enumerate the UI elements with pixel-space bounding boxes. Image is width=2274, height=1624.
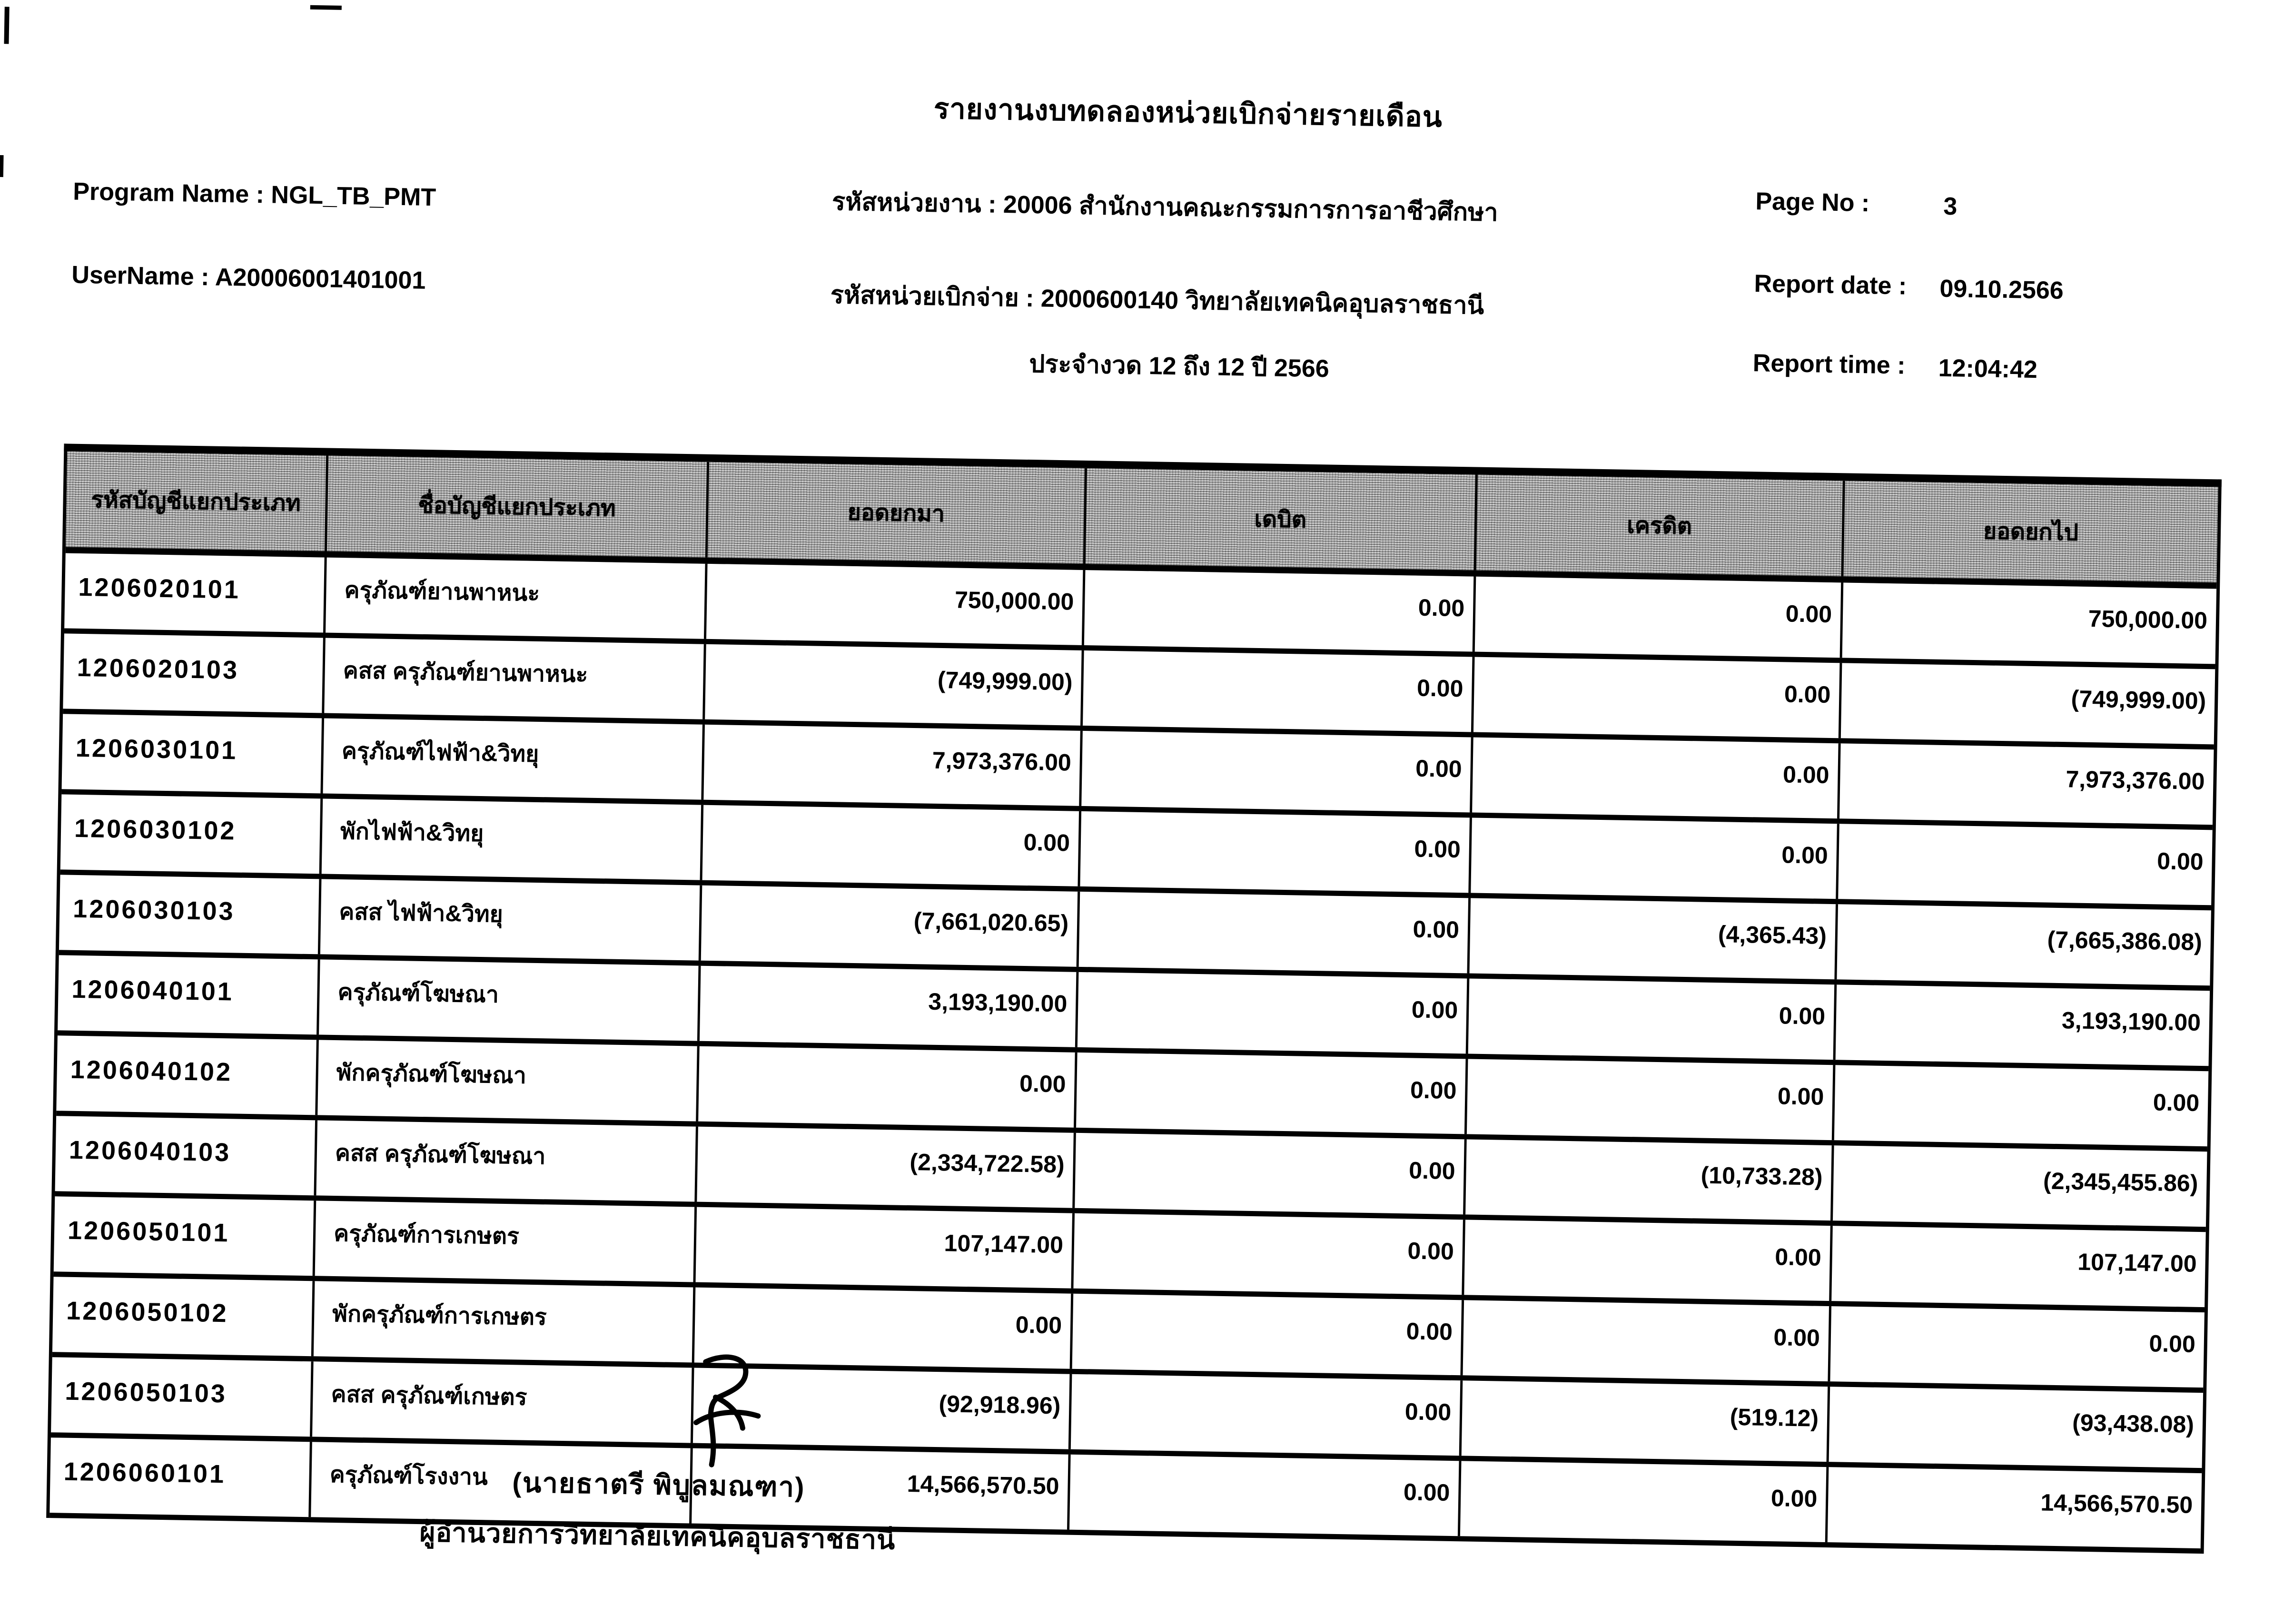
cell-account-code: 1206020101 [64,553,327,632]
cell-credit: 0.00 [1467,1059,1836,1140]
username-label: UserName : [71,261,209,291]
program-name-value: NGL_TB_PMT [270,181,436,212]
signature-handwriting [686,1351,773,1471]
cell-balance-forward: 107,147.00 [696,1207,1075,1289]
cell-debit: 0.00 [1081,731,1473,813]
period-line: ประจำงวด 12 ถึง 12 ปี 2566 [1028,350,1330,383]
cell-account-code: 1206020103 [63,633,326,713]
signer-position: ผู้อำนวยการวิทยาลัยเทคนิคอุบลราชธานี [419,1517,896,1555]
disbursement-unit-label: รหัสหน่วยเบิกจ่าย : [830,281,1034,313]
cell-balance-carried: (749,999.00) [2071,685,2206,715]
cell-balance-carried: 3,193,190.00 [2061,1007,2201,1036]
cell-account-code: 1206040102 [56,1035,319,1115]
username-line [71,261,426,295]
cell-debit: 0.00 [1080,811,1472,893]
agency-line [832,181,1499,232]
scan-artifact [4,7,9,44]
cell-credit: 0.00 [1472,738,1841,819]
cell-credit: 0.00 [1473,657,1842,738]
cell-balance-forward: (749,999.00) [705,644,1084,726]
cell-account-code: 1206040103 [55,1116,318,1195]
page-no-value: 3 [1943,192,1958,221]
cell-account-code: 1206050102 [52,1277,315,1356]
cell-account-name: พักครุภัณฑ์โฆษณา [317,1040,700,1121]
program-name-line [73,177,436,212]
column-header-account-name: ชื่อบัญชีแยกประเภท [327,456,709,558]
cell-account-code: 1206040101 [58,955,320,1034]
disbursement-unit-value: 2000600140 วิทยาลัยเทคนิคอุบลราชธานี [1040,285,1484,320]
cell-debit: 0.00 [1072,1294,1464,1376]
cell-balance-forward: (7,661,020.65) [701,886,1080,967]
cell-account-name: คสส ครุภัณฑ์เกษตร [312,1361,694,1443]
cell-balance-carried: 0.00 [2149,1330,2196,1358]
page-no-label: Page No : [1755,187,1870,217]
cell-account-name: ครุภัณฑ์ไฟฟ้า&วิทยุ [323,718,705,799]
scan-artifact [0,155,4,177]
cell-balance-carried: 0.00 [2153,1089,2200,1116]
cell-account-name: พักไฟฟ้า&วิทยุ [322,798,704,880]
cell-debit: 0.00 [1075,1133,1467,1215]
cell-credit: 0.00 [1463,1300,1832,1381]
scan-artifact [310,5,342,10]
cell-credit: 0.00 [1460,1461,1829,1542]
page-title: รายงานงบทดลองหน่วยเบิกจ่ายรายเดือน [933,92,1443,133]
report-time-label: Report time : [1752,349,1906,380]
report-time-value: 12:04:42 [1938,354,2038,384]
cell-account-code: 1206050103 [51,1357,314,1437]
cell-debit: 0.00 [1073,1213,1465,1295]
cell-credit: 0.00 [1464,1220,1833,1301]
cell-balance-carried: (2,345,455.86) [2043,1167,2198,1197]
cell-balance-carried: 0.00 [2156,847,2204,876]
cell-credit: (10,733.28) [1465,1139,1834,1220]
cell-balance-carried: (7,665,386.08) [2047,926,2203,955]
signer-name: (นายธาตรี พิบูลมณฑา) [512,1467,806,1503]
column-header-account-code: รหัสบัญชีแยกประเภท [66,451,328,551]
agency-label: รหัสหน่วยงาน : [831,188,997,218]
cell-account-code: 1206030101 [62,714,325,793]
cell-balance-forward: 7,973,376.00 [703,725,1083,806]
cell-credit: 0.00 [1471,818,1839,899]
cell-debit: 0.00 [1076,1053,1468,1134]
cell-balance-carried: 14,566,570.50 [2040,1489,2193,1518]
cell-account-name: ครุภัณฑ์ยานพาหนะ [326,558,708,639]
cell-account-code: 1206050101 [54,1196,316,1276]
cell-credit: (4,365.43) [1470,898,1839,979]
cell-debit: 0.00 [1078,972,1470,1054]
cell-credit: 0.00 [1468,978,1837,1060]
agency-value: 20006 สำนักงานคณะกรรมการการอาชีวศึกษา [1003,191,1499,227]
cell-debit: 0.00 [1083,650,1475,732]
cell-balance-forward: 3,193,190.00 [700,966,1079,1047]
cell-balance-forward: (2,334,722.58) [697,1127,1076,1208]
cell-debit: 0.00 [1079,892,1471,974]
disbursement-unit-line [830,275,1484,325]
cell-account-name: ครุภัณฑ์การเกษตร [315,1201,697,1282]
cell-balance-carried: 750,000.00 [2088,605,2208,634]
cell-account-name: คสส ไฟฟ้า&วิทยุ [320,879,702,960]
cell-account-code: 1206060101 [49,1437,312,1517]
cell-balance-forward: 0.00 [702,805,1082,886]
cell-balance-carried: 107,147.00 [2077,1248,2197,1277]
cell-balance-forward: 0.00 [694,1288,1074,1369]
column-header-credit: เครดิต [1476,475,1845,577]
cell-balance-forward: 750,000.00 [706,564,1086,645]
report-date-label: Report date : [1754,270,1907,300]
cell-credit: 0.00 [1475,577,1844,658]
cell-balance-carried: (93,438.08) [2072,1409,2195,1438]
cell-balance-carried: 7,973,376.00 [2066,766,2205,795]
program-name-label: Program Name : [72,177,265,209]
cell-balance-forward: (92,918.96) [693,1368,1072,1449]
cell-account-name: พักครุภัณฑ์การเกษตร [314,1281,696,1362]
cell-account-code: 1206030103 [59,875,322,954]
trial-balance-table [46,443,2222,1554]
column-header-balance-carried: ยอดยกไป [1983,518,2079,546]
cell-debit: 0.00 [1069,1455,1462,1536]
column-header-debit: เดบิต [1086,468,1478,571]
cell-balance-forward: 14,566,570.50 [692,1448,1071,1530]
report-date-value: 09.10.2566 [1939,275,2064,305]
table-body [49,553,2216,1554]
username-value: A20006001401001 [215,263,426,295]
cell-account-name: คสส ครุภัณฑ์โฆษณา [316,1120,698,1201]
column-header-balance-forward: ยอดยกมา [708,462,1087,564]
cell-account-name: คสส ครุภัณฑ์ยานพาหนะ [324,638,706,719]
cell-account-name: ครุภัณฑ์โฆษณา [319,959,701,1041]
cell-debit: 0.00 [1084,570,1476,652]
cell-debit: 0.00 [1071,1374,1463,1456]
cell-credit: (519.12) [1462,1380,1830,1462]
cell-account-name: ครุภัณฑ์โรงงาน [311,1442,693,1523]
cell-account-code: 1206030102 [60,794,323,874]
cell-balance-forward: 0.00 [698,1046,1078,1128]
